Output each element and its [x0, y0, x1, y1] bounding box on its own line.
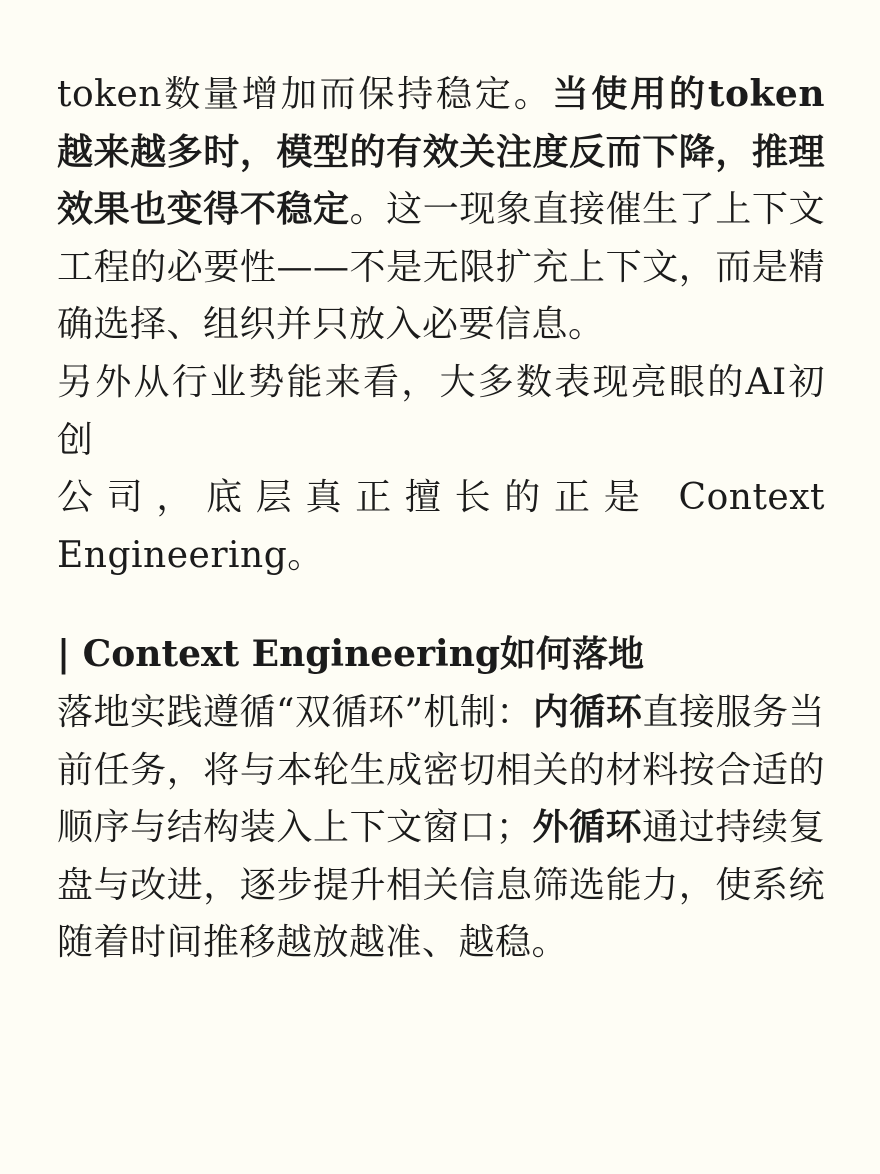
paragraph-industry-momentum [57, 354, 825, 584]
paragraph-1-text-a: token数量增加而保持稳定。 [57, 74, 553, 115]
paragraph-2-line-3: Engineering。 [57, 534, 324, 576]
paragraph-2-line-2: 公司，底层真正擅长的正是 Context [57, 477, 825, 519]
paragraph-3-text-c: 通过持续复盘与改进，逐步提升相关信息筛选能力，使系统随着时间推移越放越准、越稳。 [57, 807, 825, 964]
paragraph-dual-loop [57, 684, 825, 972]
inner-loop-term: 内循环 [532, 690, 643, 733]
paragraph-3-text-b: 直接服务当前任务，将与本轮生成密切相关的材料按合适的顺序与结构装入上下文窗口； [57, 691, 825, 849]
paragraph-3-text-a: 落地实践遵循“双循环”机制： [57, 691, 533, 733]
outer-loop-term: 外循环 [532, 806, 643, 849]
paragraph-1-text-b: 。这一现象直接催生了上下文工程的必要性——不是无限扩充上下文，而是精确选择、组织并只放入必要信息。 [57, 189, 825, 346]
section-heading: | Context Engineering如何落地 [57, 633, 645, 676]
article-body [57, 66, 825, 972]
paragraph-1-emphasis: 当使用的token越来越多时，模型的有效关注度反而下降，推理效果也变得不稳定 [57, 73, 825, 231]
paragraph-2-line-1: 另外从行业势能来看，大多数表现亮眼的AI初创 [57, 361, 825, 461]
paragraph-context-degradation [57, 66, 825, 354]
